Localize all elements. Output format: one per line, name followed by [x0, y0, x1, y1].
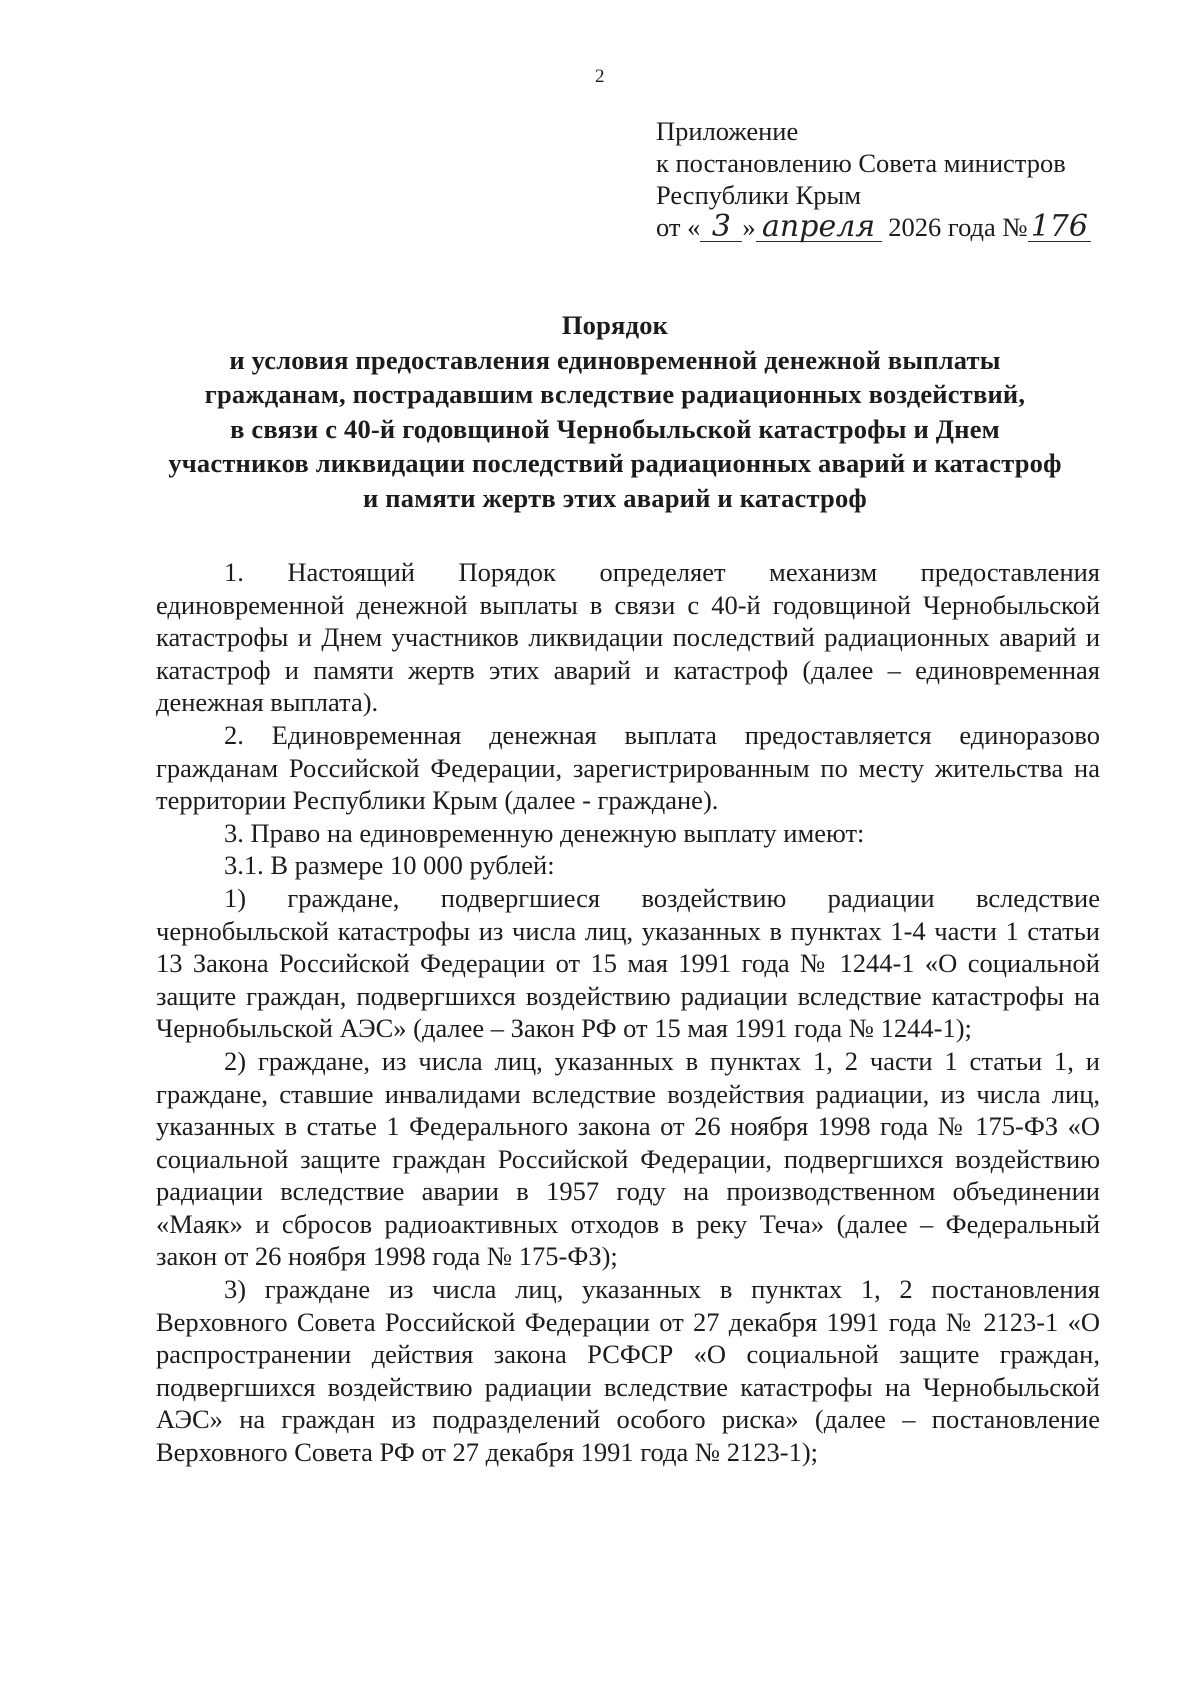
date-year: 2026 года № [881, 212, 1028, 242]
page-number: 2 [595, 66, 605, 87]
date-prefix: от « [656, 212, 701, 242]
appendix-resolution-line: к постановлению Совета министров [656, 148, 1066, 178]
appendix-republic-line: Республики Крым [656, 180, 862, 210]
subitem-1: 1) граждане, подвергшиеся воздействию радиации вследствие чернобыльской катастрофы из числа лиц, указанных в пунктах 1-4 части 1 статьи 13 Закона Российской Федерации от 15 мая 1991 года № 1244-1 «О социальной защите граждан, подвергшихся воздействию радиации вследствие катастрофы на Чернобыльской АЭС» (далее – Закон РФ от 15 мая 1991 года № 1244-1); [156, 882, 1100, 1044]
title-line-3: гражданам, пострадавшим вследствие радиационных воздействий, [204, 379, 1026, 409]
paragraph-3-1: 3.1. В размере 10 000 рублей: [224, 850, 555, 881]
paragraph-1: 1. Настоящий Порядок определяет механизм предоставления единовременной денежной выплаты в связи с 40-й годовщиной Чернобыльской катастрофы и Днем участников ликвидации последствий радиационных аварий и катастроф и памяти жертв этих аварий и катастроф (далее – единовременная денежная выплата). [156, 557, 1100, 718]
subitem-2: 2) граждане, из числа лиц, указанных в пунктах 1, 2 части 1 статьи 1, и граждане, ставшие инвалидами вследствие воздействия радиации, из числа лиц, указанных в статье 1 Федерального закона от 26 ноября 1998 года № 175-ФЗ «О социальной защите граждан Российской Федерации, подвергшихся воздействию радиации вследствие аварии в 1957 году на производственном объединении «Маяк» и сбросов радиоактивных отходов в реку Теча» (далее – Федеральный закон от 26 ноября 1998 года № 175-ФЗ); [156, 1045, 1100, 1272]
appendix-date-line [656, 211, 1126, 243]
title-line-2: и условия предоставления единовременной денежной выплаты [229, 344, 1001, 375]
subitem-3: 3) граждане из числа лиц, указанных в пунктах 1, 2 постановления Верховного Совета Российской Федерации от 27 декабря 1991 года № 2123-1 «О распространении действия закона РСФСР «О социальной защите граждан, подвергшихся воздействию радиации вследствие катастрофы на Чернобыльской АЭС» на граждан из подразделений особого риска» (далее – постановление Верховного Совета РФ от 27 декабря 1991 года № 2123-1); [156, 1274, 1100, 1468]
title-line-6: и памяти жертв этих аварий и катастроф [363, 482, 867, 513]
appendix-label: Приложение [656, 116, 799, 146]
appendix-header [656, 115, 1126, 243]
paragraph-2: 2. Единовременная денежная выплата предоставляется единоразово гражданам Российской Федерации, зарегистрированным по месту жительства на территории Республики Крым (далее - граждане). [156, 719, 1100, 816]
handwritten-month: апреля [756, 213, 882, 242]
document-title [140, 308, 1090, 515]
title-line-4: в связи с 40-й годовщиной Чернобыльской катастрофы и Днем [230, 413, 1000, 444]
title-line-1: Порядок [561, 310, 669, 340]
handwritten-number: 176 [1028, 213, 1091, 242]
document-body [156, 556, 1100, 1469]
handwritten-day: 3 [700, 213, 742, 242]
title-line-5: участников ликвидации последствий радиационных аварий и катастроф [168, 448, 1062, 478]
date-mid: » [742, 212, 756, 242]
paragraph-3: 3. Право на единовременную денежную выплату имеют: [224, 817, 865, 848]
